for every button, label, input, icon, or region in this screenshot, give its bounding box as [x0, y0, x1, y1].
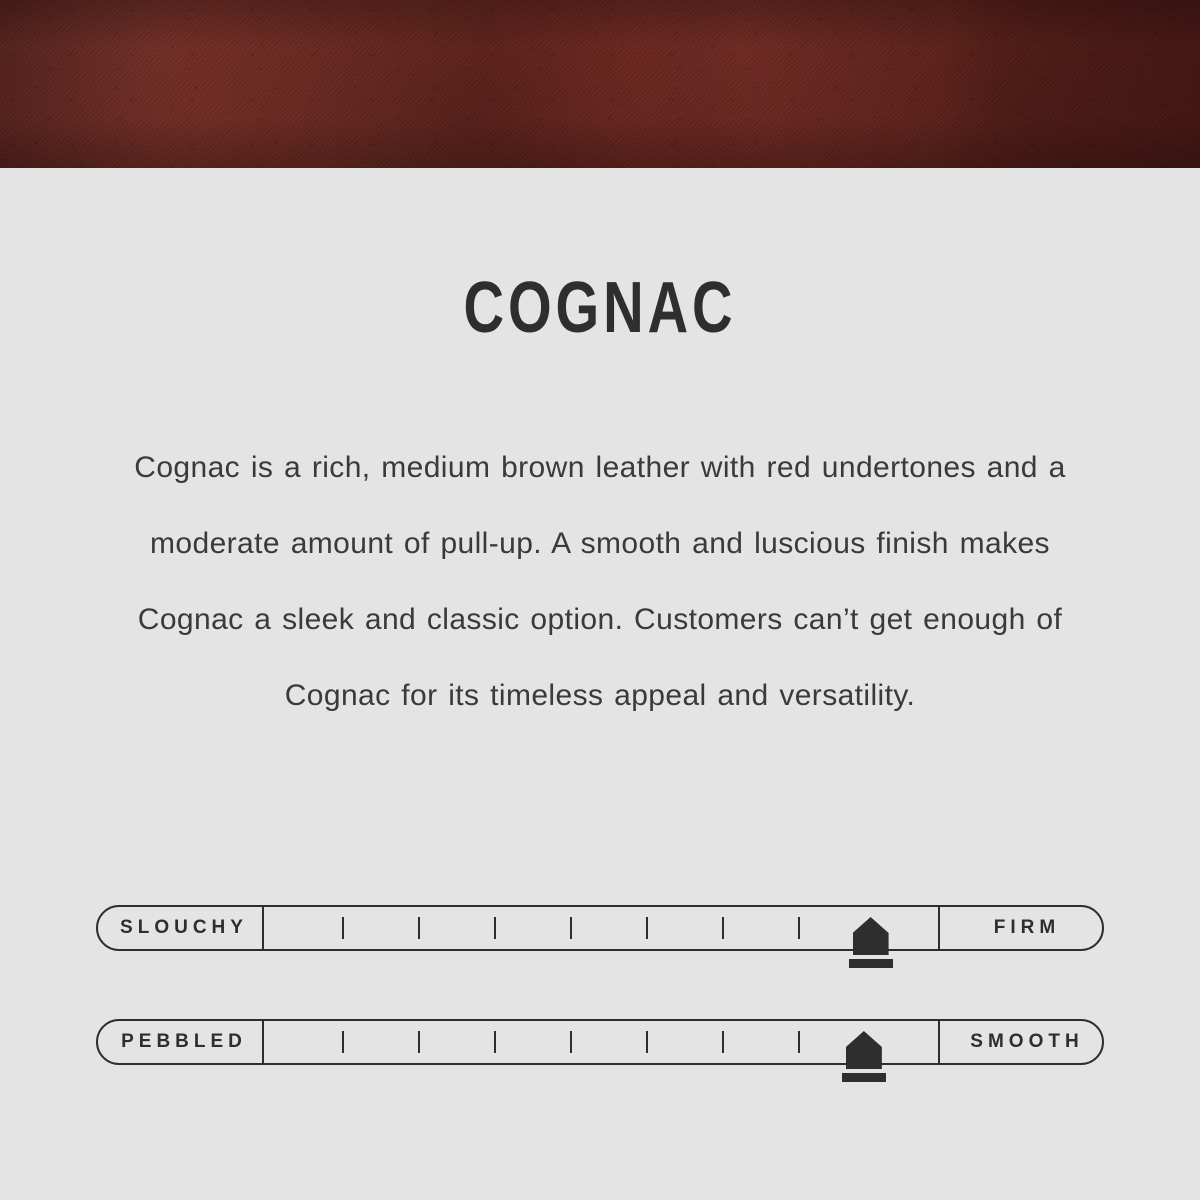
slider-right-label: FIRM [938, 905, 1106, 951]
marker-pentagon-icon [846, 1031, 882, 1069]
tick-mark [494, 1031, 496, 1053]
marker-base-icon [842, 1073, 886, 1082]
tick-mark [494, 917, 496, 939]
slider-ticks [264, 1019, 938, 1065]
tick-mark [418, 1031, 420, 1053]
tick-mark [722, 917, 724, 939]
page-title: COGNAC [463, 268, 737, 348]
tick-mark [342, 917, 344, 939]
slider-right-label: SMOOTH [938, 1019, 1106, 1065]
marker-base-icon [849, 959, 893, 968]
leather-swatch-image [0, 0, 1200, 168]
marker-pentagon-icon [853, 917, 889, 955]
tick-mark [646, 917, 648, 939]
slider-ticks [264, 905, 938, 951]
slider-texture[interactable] [96, 1019, 1106, 1067]
tick-mark [418, 917, 420, 939]
tick-mark [798, 917, 800, 939]
slider-marker[interactable] [849, 917, 893, 973]
slider-marker[interactable] [842, 1031, 886, 1087]
tick-mark [798, 1031, 800, 1053]
color-description: Cognac is a rich, medium brown leather with red undertones and a moderate amount of pull-up. A smooth and luscious finish makes Cognac a sleek and classic option. Customers can’t get enough of Cognac for its timeless appeal and versatility. [134, 451, 1066, 712]
slider-left-label: SLOUCHY [96, 905, 264, 951]
tick-mark [570, 917, 572, 939]
slider-firmness[interactable] [96, 905, 1106, 953]
tick-mark [722, 1031, 724, 1053]
slider-left-label: PEBBLED [96, 1019, 264, 1065]
swatch-vignette [0, 0, 1200, 168]
tick-mark [646, 1031, 648, 1053]
tick-mark [570, 1031, 572, 1053]
tick-mark [342, 1031, 344, 1053]
attribute-scales [96, 905, 1106, 1133]
